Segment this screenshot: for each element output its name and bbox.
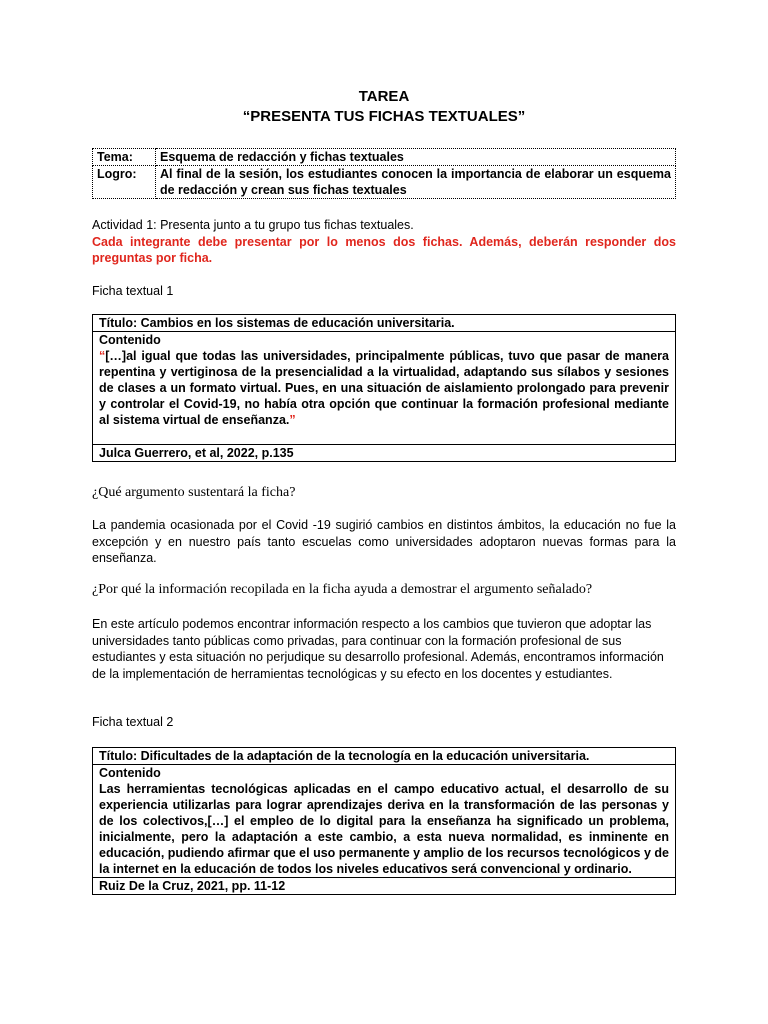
info-table xyxy=(92,148,676,199)
answer-1: La pandemia ocasionada por el Covid -19 sugirió cambios en distintos ámbitos, la educación no fue la excepción y en nuestro país tanto escuelas como universidades adoptaron nuevas formas para la enseñanza. xyxy=(92,518,676,565)
ficha1-title: Título: Cambios en los sistemas de educación universitaria. xyxy=(93,315,675,332)
ficha1-content-cell xyxy=(93,332,675,445)
logro-label: Logro: xyxy=(93,166,156,199)
ficha1-open-quote: “ xyxy=(99,349,106,363)
ficha2-label: Ficha textual 2 xyxy=(92,715,174,729)
answer-2: En este artículo podemos encontrar información respecto a los cambios que tuvieron que adoptar las universidades tanto públicas como privadas, para continuar con la formación profesional de sus estudiantes y esta situación no perjudique su desarrollo profesional. Además, encontramos información de la implementación de herramientas tecnológicas y su efecto en los docentes y estudiantes. xyxy=(92,617,664,681)
question-2: ¿Por qué la información recopilada en la ficha ayuda a demostrar el argumento señalado? xyxy=(92,582,593,597)
page-title: TAREA xyxy=(358,88,410,105)
activity-instruction: Cada integrante debe presentar por lo menos dos fichas. Además, deberán responder dos preguntas por ficha. xyxy=(92,234,676,265)
ficha2-source: Ruiz De la Cruz, 2021, pp. 11-12 xyxy=(99,879,286,893)
logro-row xyxy=(93,166,676,199)
ficha1-close-quote: ” xyxy=(289,413,296,427)
ficha2-content-text: Las herramientas tecnológicas aplicadas en el campo educativo actual, el desarrollo de su experiencia utilizarlas para lograr aprendizajes deriva en la transformación de las personas y de los colectivos,[…] el empleo de lo digital para la enseñanza ha significado un problema, inicialmente, pero la adaptación a este cambio, a esta nueva normalidad, es inminente en educación, pudiendo afirmar que el uso permanente y amplio de los recursos tecnológicos y de la internet en la educación de todos los niveles educativos será convencional y ordinario. xyxy=(99,782,669,876)
ficha2-content-label: Contenido xyxy=(99,766,161,780)
ficha2-card xyxy=(92,747,676,895)
tema-value: Esquema de redacción y fichas textuales xyxy=(156,149,676,166)
ficha2-title: Título: Dificultades de la adaptación de la tecnología en la educación universitaria. xyxy=(93,748,675,765)
ficha1-label: Ficha textual 1 xyxy=(92,284,174,298)
ficha1-content-label: Contenido xyxy=(99,333,161,347)
activity-block xyxy=(92,217,676,267)
logro-value: Al final de la sesión, los estudiantes conocen la importancia de elaborar un esquema de redacción y crean sus fichas textuales xyxy=(156,166,676,199)
ficha1-source: Julca Guerrero, et al, 2022, p.135 xyxy=(99,446,294,460)
page-subtitle: “PRESENTA TUS FICHAS TEXTUALES” xyxy=(242,108,526,125)
ficha2-content-cell xyxy=(93,765,675,878)
question-1: ¿Qué argumento sustentará la ficha? xyxy=(92,485,296,500)
tema-label: Tema: xyxy=(93,149,156,166)
ficha1-card xyxy=(92,314,676,462)
ficha1-content-text: […]al igual que todas las universidades, principalmente públicas, tuvo que pasar de manera repentina y vertiginosa de la presencialidad a la virtualidad, adaptando sus sílabos y sesiones de clases a un formato virtual. Pues, en una situación de aislamiento prolongado para prevenir y controlar el Covid-19, no había otra opción que continuar la formación profesional mediante al sistema virtual de enseñanza. xyxy=(99,349,669,427)
activity-title: Actividad 1: Presenta junto a tu grupo tus fichas textuales. xyxy=(92,218,414,232)
tema-row xyxy=(93,149,676,166)
